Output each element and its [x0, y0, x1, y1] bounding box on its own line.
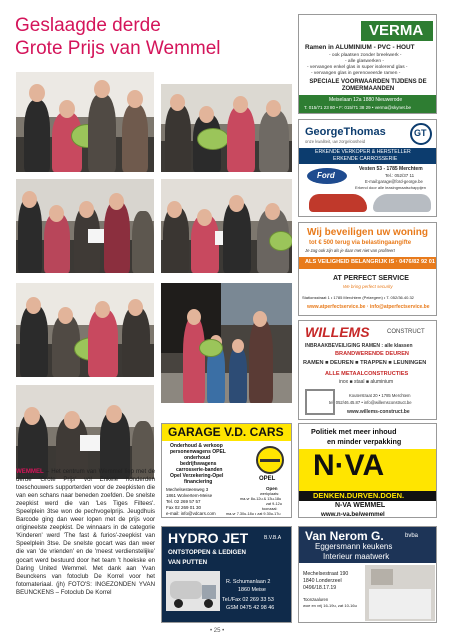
- vannerom-title: Van Nerom G.: [305, 529, 384, 543]
- nva-name: N-VA WEMMEL: [335, 502, 386, 509]
- nva-logo: N·VA: [313, 449, 385, 482]
- photo-winners-with-bouquets: [161, 84, 292, 172]
- willems-address: Kouterstraat 20 • 1785 Merchtem: [349, 393, 411, 398]
- verma-phone: T. 015/71 23 80 • F: 015/71 38 29 • verma@skynet.be: [304, 105, 412, 110]
- willems-logo-sub: CONSTRUCT: [387, 329, 425, 335]
- george-address: Vesten 53 - 1785 Merchtem: [359, 166, 423, 172]
- verma-line-3: - vervangen enkel glas in super isolerend glas -: [307, 65, 408, 70]
- title-line-1: Geslaagde derde: [15, 15, 161, 36]
- photo-family-outside-building: [161, 283, 292, 403]
- photo-crowd-holding-sign: [161, 179, 292, 273]
- car-red-image: [309, 194, 367, 212]
- vdcars-line-1: Onderhoud & verkoop: [170, 443, 223, 449]
- vdcars-hours-1: werkplaats:: [260, 492, 280, 496]
- vdcars-title: GARAGE V.D. CARS: [168, 425, 284, 439]
- willems-line-1: INBRAAKBEVEILIGING RAMEN : alle klassen: [305, 343, 413, 349]
- perfect-slogan: We bring perfect security: [343, 284, 393, 289]
- vdcars-hours-5: ma-vr 7.30u-18u • zat 9.30u-17u: [226, 512, 281, 516]
- verma-address: Meiselaan 12a 1880 Nieuwerode: [329, 97, 403, 103]
- perfect-web: www.atperfectservice.be · info@atperfectservice.be: [307, 304, 430, 310]
- vdcars-tel: Tel. 02 269 57 57: [166, 499, 201, 504]
- hydro-bvba: B.V.B.A: [264, 535, 282, 541]
- photo-girls-with-trophy: [16, 72, 154, 172]
- willems-logo: WILLEMS: [305, 324, 370, 340]
- vdcars-hours-title: Open: [266, 486, 278, 491]
- nva-top-2: en minder verpakking: [327, 437, 402, 446]
- george-phone: Tel.: 052/37 11: [385, 173, 415, 178]
- vannerom-sub-2: Interieur maatwerk: [323, 552, 390, 561]
- vdcars-line-6: Opel Verzekering-Opel: [170, 473, 224, 479]
- vannerom-hours: woe en vrij 16-19u, zat 10-16u: [303, 603, 357, 608]
- george-tagline: onze kwaliteit, uw zorgeloosheid: [305, 139, 366, 144]
- willems-web: www.willems-construct.be: [347, 409, 410, 415]
- verma-line-1: - ook plaatsen zonder breekwerk -: [329, 53, 402, 58]
- willems-line-2: BRANDWERENDE DEUREN: [335, 351, 409, 357]
- nva-top-1: Politiek met meer inhoud: [311, 427, 397, 436]
- ford-brand: Ford: [317, 171, 335, 180]
- perfect-subline-1: tot € 500 terug via belastingaangifte: [309, 240, 412, 246]
- nva-web: www.n-va.be/wemmel: [321, 511, 385, 518]
- photo-men-with-paper: [16, 385, 154, 479]
- ad-van-nerom[interactable]: [298, 526, 437, 623]
- vannerom-address-1: Mechelsestraat 190: [303, 571, 349, 577]
- ford-logo-icon: [307, 168, 347, 184]
- vannerom-address-2: 1840 Londerzeel: [303, 578, 342, 584]
- hydro-title: HYDRO JET: [168, 530, 249, 546]
- page-number: • 25 •: [210, 628, 225, 634]
- photo-group-with-sign: [16, 179, 154, 273]
- gt-logo-icon: [410, 123, 432, 145]
- perfect-headline: Wij beveiligen uw woning: [307, 227, 429, 238]
- vannerom-phone: 0496/18.17.19: [303, 585, 337, 591]
- vannerom-sub-1: Eggersmann keukens: [315, 542, 393, 551]
- hydro-phone-1: Tel./Fax 02 269 33 53: [222, 597, 274, 603]
- article-caption: [16, 468, 155, 597]
- hydro-owner: VAN PUTTEN: [168, 559, 208, 566]
- verma-logo-box: [361, 21, 433, 41]
- perfect-address: Stationsstraat 1 • 1785 Merchtem (Peizegem) • T. 052/36.40.32: [302, 295, 414, 300]
- vdcars-fax: Fax 02 269 01 30: [166, 505, 202, 510]
- hydro-address-2: 1860 Meise: [238, 587, 266, 593]
- vdcars-email: e-mail: info@vdcars.com: [166, 511, 216, 516]
- george-email: E-mail:garage@ford-george.be: [365, 179, 423, 184]
- vannerom-bvba: bvba: [405, 533, 419, 539]
- caption-lead: WEMMEL: [16, 468, 44, 475]
- caption-body: – Het centrum van Wemmel liep met de derde 'Grote Prijs' vol Enkele honderden toeschouwers supporterden voor de zeepkisten die van een schans naar beneden zoefden. De snelste zeepkist werd die van 'Les Tiges Filtees'. Speelplein 3tse won de pechvogelprijs. Jeugdhuis Barcode ging dan weer lopen met de prijs voor origineelste zeepkist. De winnaars in de categorie 'Kinderen' werd 'The fast & furios'-zeepkist van Speelplein 3tse. De snelste gocart was dan weer die van 'de vrienden' en de 'meest verdienstelijke' gocart werd bestuurd door het team 't hoekske en Daring United Wemmel. Met dank aan Yvan Beunckens van fotoclub De Korrel voor het fotomateriaal. (jh): [16, 468, 155, 588]
- verma-line-2: - alle glaswerken -: [345, 59, 384, 64]
- truck-image: [166, 571, 220, 611]
- hydro-address-1: R. Schumanlaan 2: [226, 579, 271, 585]
- nva-tagline-bar: [299, 491, 437, 501]
- verma-headline: Ramen in ALUMINIUM - PVC - HOUT: [305, 44, 415, 51]
- hydro-sub: ONTSTOPPEN & LEDIGEN: [168, 549, 246, 556]
- perfect-phone-banner: [299, 257, 437, 269]
- vdcars-hours-4: toonzaal:: [262, 507, 278, 511]
- george-banner: [299, 148, 437, 164]
- hydro-phone-2: GSM 0475 42 98 46: [226, 605, 275, 611]
- vdcars-line-5: carrosserie-banden: [176, 467, 223, 473]
- photo-girls-with-flowers: [16, 283, 154, 377]
- article-title: [15, 14, 275, 60]
- ad-garage-vd-cars[interactable]: [161, 423, 292, 518]
- willems-phone: tel. 052/46.45.87 • info@willemsconstruct.be: [329, 400, 412, 405]
- vdcars-hours-2: ma-vr 8u-12u & 13u-18u: [240, 497, 282, 501]
- verma-contact-bar: [299, 95, 437, 114]
- vdcars-address-2: 1861 Wolvertem-Meise: [166, 493, 213, 498]
- opel-logo-icon: [256, 446, 284, 474]
- perfect-brand: AT PERFECT SERVICE: [333, 275, 409, 282]
- kitchen-image: [365, 565, 435, 621]
- title-line-2: Grote Prijs van Wemmel: [15, 38, 221, 59]
- george-line-1: ERKENDE VERKOPER & HERSTELLER: [315, 149, 411, 155]
- ad-hydro-jet[interactable]: [161, 526, 292, 623]
- perfect-phone: ALS VEILIGHEID BELANGRIJK IS · 0476/82 92 01: [305, 259, 435, 265]
- nva-tagline: DENKEN.DURVEN.DOEN.: [313, 491, 405, 500]
- george-line-2: ERKENDE CARROSSERIE: [333, 156, 398, 162]
- vdcars-address-1: Mechelsesteenweg 3: [166, 487, 209, 492]
- verma-special: SPECIALE VOORWAARDEN TIJDENS DE ZOMERMAANDEN: [309, 79, 427, 92]
- vdcars-line-7: financiering: [184, 479, 213, 485]
- vannerom-header: [299, 527, 437, 563]
- george-note: Erkend door alle leasingmaatschappijen: [355, 185, 426, 190]
- opel-brand: OPEL: [259, 476, 276, 482]
- vdcars-line-2: personenwagens OPEL: [170, 449, 226, 455]
- ad-nva-wemmel[interactable]: [298, 423, 437, 518]
- window-frame-image: [305, 389, 335, 415]
- verma-logo: VERMA: [369, 22, 424, 39]
- george-logo: GeorgeThomas: [305, 126, 386, 138]
- car-silver-image: [373, 194, 431, 212]
- ad-perfect-service[interactable]: [298, 222, 437, 316]
- gt-logo-mark: GT: [414, 128, 427, 138]
- ad-willems-construct[interactable]: [298, 320, 437, 420]
- willems-line-3: RAMEN ■ DEUREN ■ TRAPPEN ■ LEUNINGEN: [303, 360, 427, 366]
- vdcars-title-bar: [162, 424, 292, 441]
- ad-george-thomas[interactable]: [298, 119, 437, 217]
- willems-line-4: ALLE METAALCONSTRUCTIES: [325, 371, 409, 377]
- willems-line-5: inox ■ staal ■ aluminium: [339, 379, 394, 385]
- vannerom-hours-title: Toonzaaluren: [303, 597, 329, 602]
- vdcars-line-3: onderhoud: [184, 455, 211, 461]
- caption-credit: FOTO'S: INGEZONDEN YVAN BEUNCKENS – Fotoclub De Korrel: [16, 580, 155, 596]
- perfect-subline-2: Je zag ook zijn als je daar met niet van profiteert: [305, 248, 395, 253]
- nva-logo-box: [299, 449, 437, 491]
- vdcars-hours-3: zat 9-12u: [266, 502, 282, 506]
- verma-line-4: - vervangen glas in gerenoveerde ramen -: [311, 71, 401, 76]
- vdcars-line-4: bedrijfswagens: [180, 461, 217, 467]
- ad-verma[interactable]: [298, 14, 437, 114]
